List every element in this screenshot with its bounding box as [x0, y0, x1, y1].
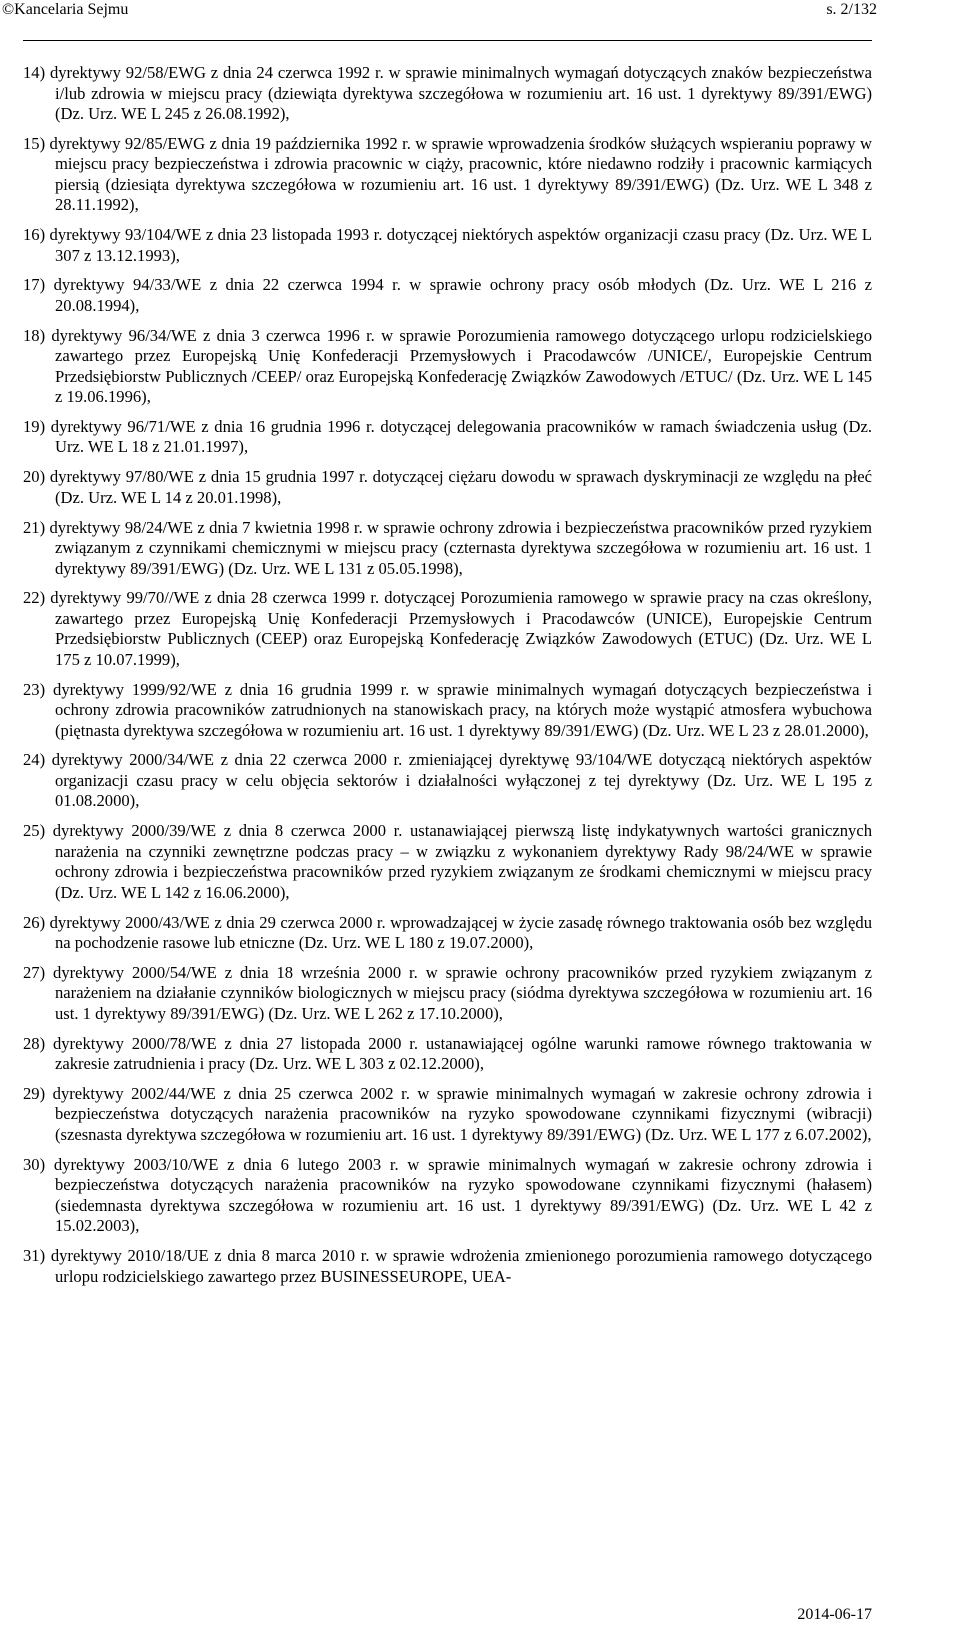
list-item: 23) dyrektywy 1999/92/WE z dnia 16 grudnia 1999 r. w sprawie minimalnych wymagań dotyczących bezpieczeństwa i ochrony zdrowia pracowników zatrudnionych na stanowiskach pracy, na których może wystąpić atmosfera wybuchowa (piętnasta dyrektywa szczegółowa w rozumieniu art. 16 ust. 1 dyrektywy 89/391/EWG) (Dz. Urz. WE L 23 z 28.01.2000),	[23, 679, 872, 740]
list-item: 21) dyrektywy 98/24/WE z dnia 7 kwietnia 1998 r. w sprawie ochrony zdrowia i bezpieczeństwa pracowników przed ryzykiem związanym z czynnikami chemicznymi w miejscu pracy (czternasta dyrektywa szczegółowa w rozumieniu art. 16 ust. 1 dyrektywy 89/391/EWG) (Dz. Urz. WE L 131 z 05.05.1998),	[23, 517, 872, 578]
list-item: 22) dyrektywy 99/70//WE z dnia 28 czerwca 1999 r. dotyczącej Porozumienia ramowego w sprawie pracy na czas określony, zawartego przez Europejską Unię Konfederacji Przemysłowych i Pracodawców (UNICE), Europejskie Centrum Przedsiębiorstw Publicznych (CEEP) oraz Europejską Konfederację Związków Zawodowych (ETUC) (Dz. Urz. WE L 175 z 10.07.1999),	[23, 588, 872, 669]
list-item: 27) dyrektywy 2000/54/WE z dnia 18 września 2000 r. w sprawie ochrony pracowników przed ryzykiem związanym z narażeniem na działanie czynników biologicznych w miejscu pracy (siódma dyrektywa szczegółowa w rozumieniu art. 16 ust. 1 dyrektywy 89/391/EWG) (Dz. Urz. WE L 262 z 17.10.2000),	[23, 962, 872, 1023]
list-item: 14) dyrektywy 92/58/EWG z dnia 24 czerwca 1992 r. w sprawie minimalnych wymagań dotyczących znaków bezpieczeństwa i/lub zdrowia w miejscu pracy (dziewiąta dyrektywa szczegółowa w rozumieniu art. 16 ust. 1 dyrektywy 89/391/EWG) (Dz. Urz. WE L 245 z 26.08.1992),	[23, 63, 872, 123]
page-number: s. 2/132	[826, 1, 877, 18]
document-body	[23, 63, 872, 1296]
list-item: 28) dyrektywy 2000/78/WE z dnia 27 listopada 2000 r. ustanawiającej ogólne warunki ramowe równego traktowania w zakresie zatrudnienia i pracy (Dz. Urz. WE L 303 z 02.12.2000),	[23, 1033, 872, 1074]
list-item: 19) dyrektywy 96/71/WE z dnia 16 grudnia 1996 r. dotyczącej delegowania pracowników w ramach świadczenia usług (Dz. Urz. WE L 18 z 21.01.1997),	[23, 416, 872, 457]
footer-date: 2014-06-17	[797, 1606, 872, 1623]
list-item: 31) dyrektywy 2010/18/UE z dnia 8 marca 2010 r. w sprawie wdrożenia zmienionego porozumienia ramowego dotyczącego urlopu rodzicielskiego zawartego przez BUSINESSEUROPE, UEA-	[23, 1246, 872, 1286]
list-item: 29) dyrektywy 2002/44/WE z dnia 25 czerwca 2002 r. w sprawie minimalnych wymagań w zakresie ochrony zdrowia i bezpieczeństwa dotyczących narażenia pracowników na ryzyko spowodowane czynnikami fizycznymi (wibracji) (szesnasta dyrektywa szczegółowa w rozumieniu art. 16 ust. 1 dyrektywy 89/391/EWG) (Dz. Urz. WE L 177 z 6.07.2002),	[23, 1083, 872, 1144]
page-header	[0, 0, 960, 22]
list-item: 16) dyrektywy 93/104/WE z dnia 23 listopada 1993 r. dotyczącej niektórych aspektów organizacji czasu pracy (Dz. Urz. WE L 307 z 13.12.1993),	[23, 225, 872, 265]
source-label: ©Kancelaria Sejmu	[2, 1, 129, 18]
list-item: 15) dyrektywy 92/85/EWG z dnia 19 października 1992 r. w sprawie wprowadzenia środków służących wspieraniu poprawy w miejscu pracy bezpieczeństwa i zdrowia pracownic w ciąży, pracownic, które niedawno rodziły i pracownic karmiących piersią (dziesiąta dyrektywa szczegółowa w rozumieniu art. 16 ust. 1 dyrektywy 89/391/EWG) (Dz. Urz. WE L 348 z 28.11.1992),	[23, 133, 872, 215]
list-item: 20) dyrektywy 97/80/WE z dnia 15 grudnia 1997 r. dotyczącej ciężaru dowodu w sprawach dyskryminacji ze względu na płeć (Dz. Urz. WE L 14 z 20.01.1998),	[23, 467, 872, 507]
header-divider	[23, 40, 872, 41]
list-item: 24) dyrektywy 2000/34/WE z dnia 22 czerwca 2000 r. zmieniającej dyrektywę 93/104/WE dotyczącą niektórych aspektów organizacji czasu pracy w celu objęcia sektorów i działalności wyłączonej z tej dyrektywy (Dz. Urz. WE L 195 z 01.08.2000),	[23, 750, 872, 811]
list-item: 26) dyrektywy 2000/43/WE z dnia 29 czerwca 2000 r. wprowadzającej w życie zasadę równego traktowania osób bez względu na pochodzenie rasowe lub etniczne (Dz. Urz. WE L 180 z 19.07.2000),	[23, 912, 872, 953]
list-item: 30) dyrektywy 2003/10/WE z dnia 6 lutego 2003 r. w sprawie minimalnych wymagań w zakresie ochrony zdrowia i bezpieczeństwa dotyczących narażenia pracowników na ryzyko spowodowane czynnikami fizycznymi (hałasem) (siedemnasta dyrektywa szczegółowa w rozumieniu art. 16 ust. 1 dyrektywy 89/391/EWG) (Dz. Urz. WE L 42 z 15.02.2003),	[23, 1154, 872, 1236]
list-item: 25) dyrektywy 2000/39/WE z dnia 8 czerwca 2000 r. ustanawiającej pierwszą listę indykatywnych wartości granicznych narażenia na czynniki zewnętrzne podczas pracy – w związku z wykonaniem dyrektywy Rady 98/24/WE w sprawie ochrony zdrowia i bezpieczeństwa pracowników przed ryzykiem związanym ze środkami chemicznymi w miejscu pracy (Dz. Urz. WE L 142 z 16.06.2000),	[23, 821, 872, 902]
list-item: 17) dyrektywy 94/33/WE z dnia 22 czerwca 1994 r. w sprawie ochrony pracy osób młodych (Dz. Urz. WE L 216 z 20.08.1994),	[23, 275, 872, 315]
list-item: 18) dyrektywy 96/34/WE z dnia 3 czerwca 1996 r. w sprawie Porozumienia ramowego dotyczącego urlopu rodzicielskiego zawartego przez Europejską Unię Konfederacji Przemysłowych i Pracodawców /UNICE/, Europejskie Centrum Przedsiębiorstw Publicznych /CEEP/ oraz Europejską Konfederację Związków Zawodowych /ETUC/ (Dz. Urz. WE L 145 z 19.06.1996),	[23, 325, 872, 407]
